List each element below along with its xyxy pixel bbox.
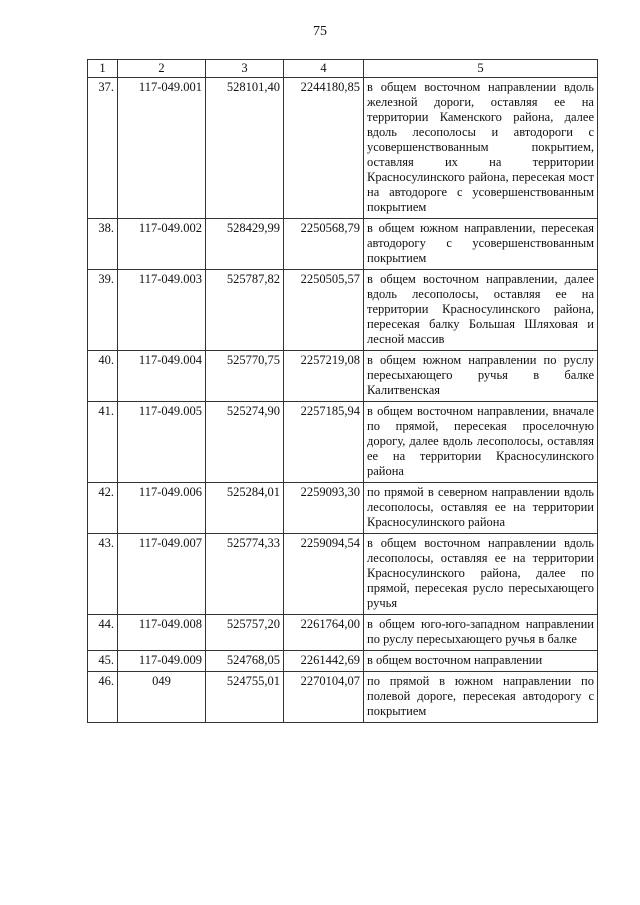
coord-y: 2259093,30 [284,483,364,534]
row-number: 41. [88,402,118,483]
boundary-description: в общем восточном направлении вдоль лесополосы, оставляя ее на территории Красносулинского района, далее по прямой, пересекая русло пересыхающего ручья [364,534,598,615]
boundary-description: по прямой в южном направлении по полевой дороге, пересекая автодорогу с покрытием [364,672,598,723]
table-row [88,534,598,615]
point-code: 117-049.007 [118,534,206,615]
point-code: 049 [118,672,206,723]
coord-y: 2250505,57 [284,270,364,351]
boundary-description: по прямой в северном направлении вдоль лесополосы, оставляя ее на территории Красносулинского района [364,483,598,534]
row-number: 42. [88,483,118,534]
coord-y: 2261442,69 [284,651,364,672]
row-number: 40. [88,351,118,402]
boundary-description: в общем восточном направлении вдоль железной дороги, оставляя ее на территории Каменского района, далее вдоль лесополосы и автодороги с усовершенствованным покрытием, оставляя их на территории Красносулинского района, пересекая мост на автодороге с усовершенствованным покрытием [364,78,598,219]
table-row [88,651,598,672]
table-header-row [88,60,598,78]
point-code: 117-049.004 [118,351,206,402]
row-number: 38. [88,219,118,270]
point-code: 117-049.001 [118,78,206,219]
coord-x: 525284,01 [206,483,284,534]
boundary-description: в общем южном направлении, пересекая автодорогу с усовершенствованным покрытием [364,219,598,270]
coord-x: 528429,99 [206,219,284,270]
coord-x: 528101,40 [206,78,284,219]
table-row [88,615,598,651]
point-code: 117-049.006 [118,483,206,534]
coord-x: 525274,90 [206,402,284,483]
row-number: 39. [88,270,118,351]
coord-y: 2250568,79 [284,219,364,270]
point-code: 117-049.005 [118,402,206,483]
point-code: 117-049.008 [118,615,206,651]
row-number: 44. [88,615,118,651]
table-row [88,219,598,270]
point-code: 117-049.003 [118,270,206,351]
boundary-table [87,59,598,723]
header-cell: 4 [284,60,364,78]
table-row [88,672,598,723]
page-number: 75 [313,24,327,39]
boundary-description: в общем восточном направлении [364,651,598,672]
coord-x: 525770,75 [206,351,284,402]
row-number: 46. [88,672,118,723]
coord-x: 525757,20 [206,615,284,651]
coord-y: 2259094,54 [284,534,364,615]
coord-y: 2261764,00 [284,615,364,651]
coord-x: 525774,33 [206,534,284,615]
table-row [88,351,598,402]
point-code: 117-049.009 [118,651,206,672]
table-row [88,483,598,534]
table-row [88,402,598,483]
boundary-description: в общем восточном направлении, вначале по прямой, пересекая проселочную дорогу, далее вдоль лесополосы, оставляя ее на территории Красносулинского района [364,402,598,483]
coord-y: 2270104,07 [284,672,364,723]
coord-y: 2257185,94 [284,402,364,483]
table-row [88,78,598,219]
boundary-description: в общем восточном направлении, далее вдоль лесополосы, оставляя ее на территории Красносулинского района, пересекая балку Большая Шляховая и лесной массив [364,270,598,351]
row-number: 37. [88,78,118,219]
header-cell: 3 [206,60,284,78]
coord-x: 525787,82 [206,270,284,351]
coord-y: 2257219,08 [284,351,364,402]
header-cell: 5 [364,60,598,78]
header-cell: 1 [88,60,118,78]
coord-y: 2244180,85 [284,78,364,219]
point-code: 117-049.002 [118,219,206,270]
header-cell: 2 [118,60,206,78]
row-number: 43. [88,534,118,615]
boundary-description: в общем южном направлении по руслу пересыхающего ручья в балке Калитвенская [364,351,598,402]
coord-x: 524755,01 [206,672,284,723]
row-number: 45. [88,651,118,672]
coord-x: 524768,05 [206,651,284,672]
table-row [88,270,598,351]
boundary-description: в общем юго-юго-западном направлении по руслу пересыхающего ручья в балке [364,615,598,651]
